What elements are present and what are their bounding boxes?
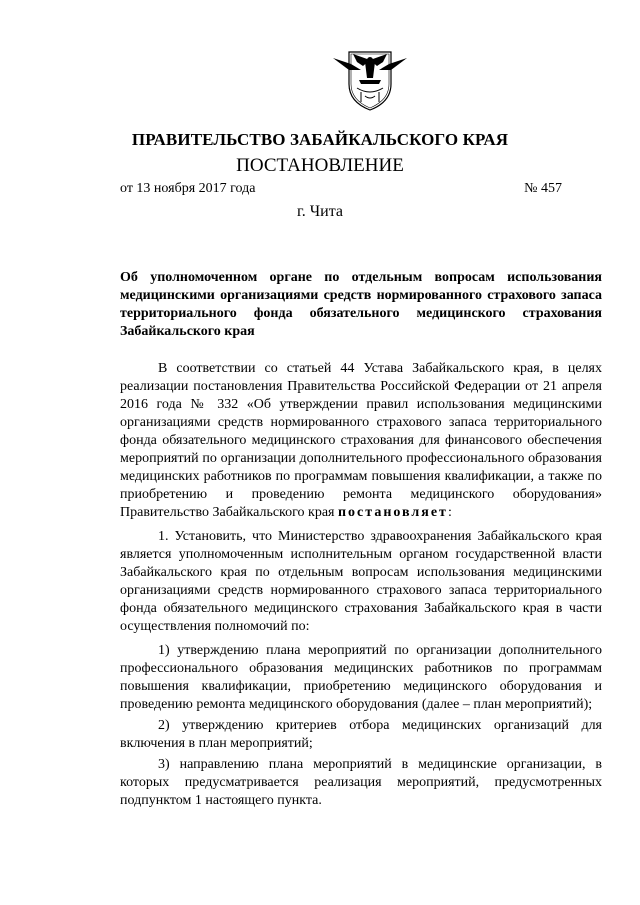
point-1: 1. Установить, что Министерство здравоохранения Забайкальского края является уполномоченным исполнительным органом государственной власти Забайкальского края по отдельным вопросам использования медицинскими организациями средств нормированного страхового запаса территориального фонда обязательного медицинского страхования Забайкальского края в части осуществления полномочий по: — [120, 529, 602, 634]
document-city: г. Чита — [296, 203, 343, 220]
coat-of-arms-icon — [331, 40, 409, 114]
preamble-text: В соответствии со статьей 44 Устава Забайкальского края, в целях реализации постановления Правительства Российской Федерации от 21 апреля 2016 года № 332 «Об утверждении правил использования медицинскими организациями средств нормированного страхового запаса территориального фонда обязательного медицинского страхования для финансового обеспечения мероприятий по организации дополнительного профессионального образования медицинских работников по программам повышения квалификации, а также по приобретению и проведению ремонта медицинского оборудования» Правительство Забайкальского края — [120, 361, 602, 520]
subitem-2: 2) утверждению критериев отбора медицинских организаций для включения в план мероприятий; — [120, 718, 602, 751]
document-number: № 457 — [524, 181, 562, 196]
document-body — [120, 360, 602, 813]
subitem-1: 1) утверждению плана мероприятий по организации дополнительного профессионального образования медицинских работников по программам повышения квалификации, приобретению медицинского оборудования и проведению ремонта медицинского оборудования (далее – план мероприятий); — [120, 643, 602, 712]
document-title: Об уполномоченном органе по отдельным вопросам использования медицинскими организациями средств нормированного страхового запаса территориального фонда обязательного медицинского страхования Забайкальского края — [120, 270, 602, 339]
document-type: ПОСТАНОВЛЕНИЕ — [236, 155, 404, 176]
decree-colon: : — [447, 505, 452, 520]
preamble-paragraph — [120, 360, 602, 522]
document-date: от 13 ноября 2017 года — [120, 181, 256, 196]
organization-name: ПРАВИТЕЛЬСТВО ЗАБАЙКАЛЬСКОГО КРАЯ — [131, 130, 509, 149]
decree-word: постановляет — [337, 505, 448, 520]
subitem-3: 3) направлению плана мероприятий в медицинские организации, в которых предусматривается реализация мероприятий, предусмотренных подпунктом 1 настоящего пункта. — [120, 757, 602, 808]
